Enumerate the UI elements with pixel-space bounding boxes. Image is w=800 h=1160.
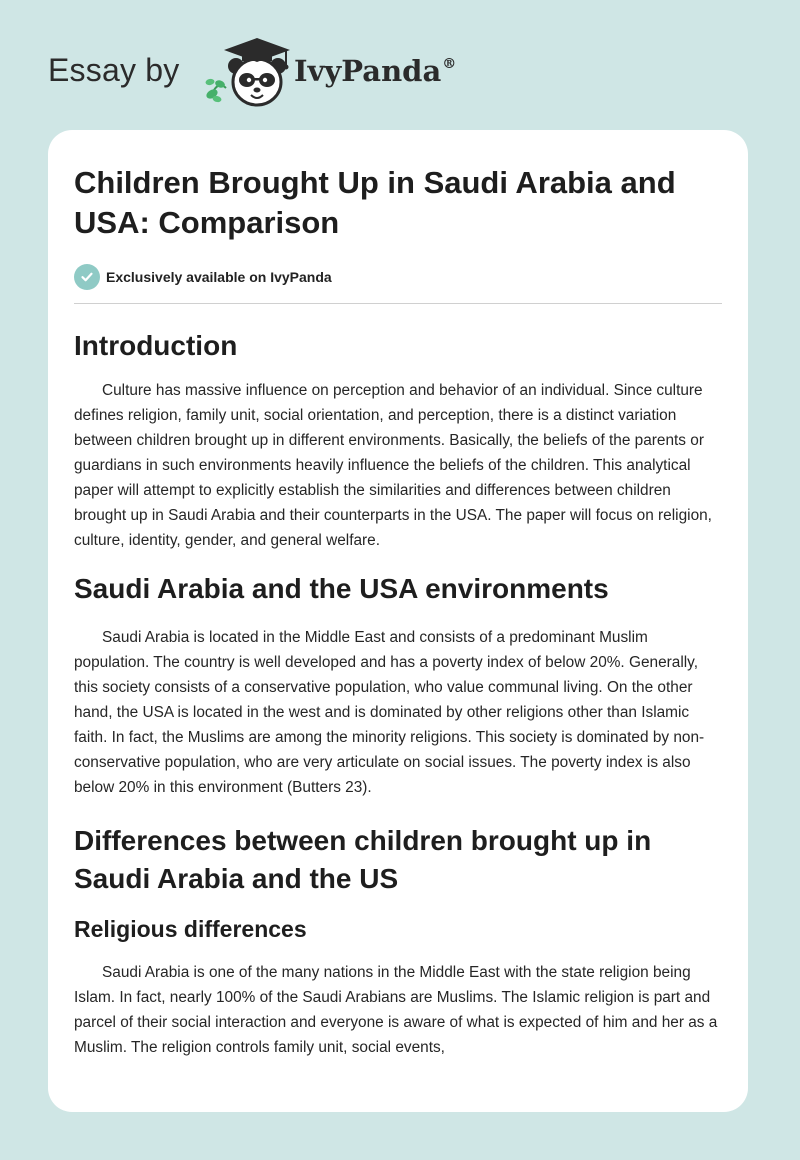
exclusive-label: Exclusively available on IvyPanda <box>106 269 332 285</box>
site-header <box>48 32 568 112</box>
section-paragraph-religious: Saudi Arabia is one of the many nations in the Middle East with the state religion being Islam. In fact, nearly 100% of the Saudi Arabians are Muslims. The Islamic religion is part and parcel of their social interaction and everyone is aware of what is expected of him and her as a Muslim. The religion controls family unit, social events, <box>74 964 718 1056</box>
section-paragraph-introduction: Culture has massive influence on perception and behavior of an individual. Since culture defines religion, family unit, social orientation, and perception, there is a distinct variation between children brought up in different environments. Basically, the beliefs of the parents or guardians in such environments heavily influence the beliefs of the children. This analytical paper will attempt to explicitly establish the similarities and differences between children brought up in Saudi Arabia and their counterparts in the USA. The paper will focus on religion, culture, identity, gender, and general welfare. <box>74 382 712 549</box>
section-heading-differences: Differences between children brought up in Saudi Arabia and the US <box>74 825 652 894</box>
section-heading-introduction: Introduction <box>74 330 238 361</box>
registered-mark: ® <box>442 56 457 72</box>
section-heading-environments: Saudi Arabia and the USA environments <box>74 573 609 604</box>
exclusive-badge <box>74 263 722 291</box>
title-divider <box>74 303 722 304</box>
essay-by-label: Essay by <box>48 52 180 88</box>
brand-name[interactable] <box>294 54 456 88</box>
section-paragraph-environments: Saudi Arabia is located in the Middle East and consists of a predominant Muslim population. The country is well developed and has a poverty index of below 20%. Generally, this society consists of a conservative population, who value communal living. On the other hand, the USA is located in the west and is dominated by other religions other than Islamic faith. In fact, the Muslims are among the minority religions. This society is dominated by non-conservative population, who are very articulate on social issues. The poverty index is also below 20% in this environment (Butters 23). <box>74 629 705 796</box>
essay-title: Children Brought Up in Saudi Arabia and USA: Comparison <box>74 165 676 240</box>
essay-card <box>48 130 748 1112</box>
check-icon <box>74 264 100 290</box>
panda-logo-icon[interactable] <box>200 32 300 112</box>
subsection-heading-religious: Religious differences <box>74 916 307 942</box>
brand-name-text: IvyPanda <box>294 54 442 88</box>
